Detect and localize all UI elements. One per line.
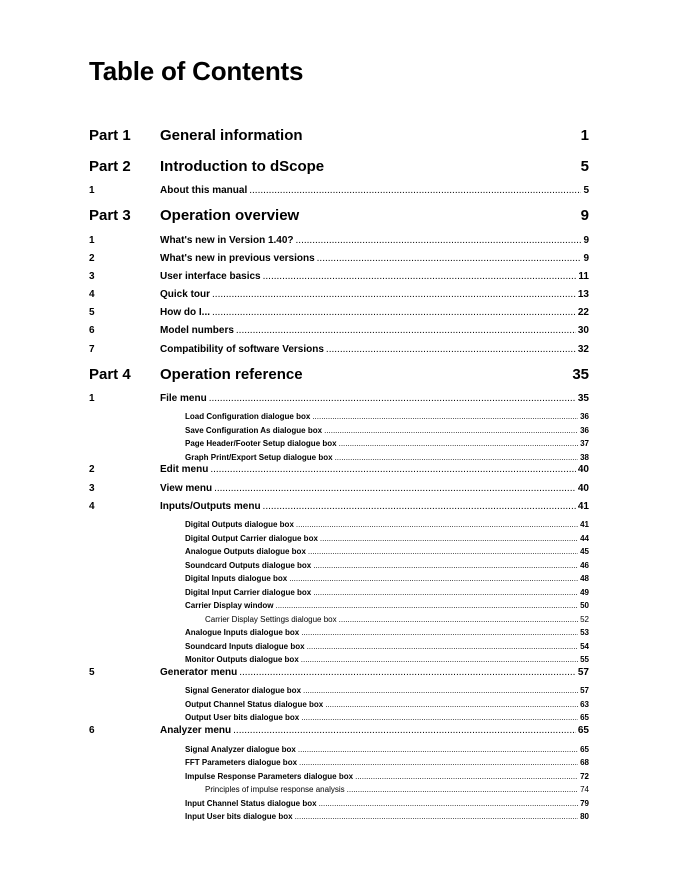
dot-leader (307, 642, 579, 651)
entry-page: 36 (580, 412, 589, 421)
entry-page: 32 (577, 344, 589, 355)
toc-entry[interactable] (160, 324, 589, 336)
entry-page: 79 (580, 799, 589, 808)
toc-subentry[interactable] (185, 531, 589, 543)
toc-subentry[interactable] (185, 423, 589, 435)
entry-number: 3 (89, 271, 95, 282)
entry-number: 6 (89, 725, 95, 736)
entry-page: 9 (583, 253, 589, 264)
entry-title: Principles of impulse response analysis (205, 785, 345, 794)
entry-title: Monitor Outputs dialogue box (185, 655, 299, 664)
dot-leader (239, 667, 576, 678)
dot-leader (275, 601, 578, 610)
part-heading[interactable] (89, 204, 589, 226)
entry-title: Load Configuration dialogue box (185, 412, 311, 421)
entry-page: 65 (580, 745, 589, 754)
part-label: Part 4 (89, 366, 131, 383)
dot-leader (295, 812, 579, 821)
dot-leader (317, 253, 582, 264)
entry-page: 40 (577, 464, 589, 475)
entry-page: 44 (580, 534, 589, 543)
dot-leader (236, 325, 576, 336)
part-page: 9 (580, 207, 589, 224)
entry-number: 4 (89, 501, 95, 512)
toc-entry[interactable] (160, 724, 589, 736)
entry-title: Digital Input Carrier dialogue box (185, 588, 312, 597)
entry-title: Inputs/Outputs menu (160, 501, 261, 512)
dot-leader (212, 307, 576, 318)
toc-subentry[interactable] (185, 796, 589, 808)
entry-title: Model numbers (160, 325, 234, 336)
dot-leader (249, 185, 581, 196)
dot-leader (325, 700, 578, 709)
dot-leader (347, 785, 578, 794)
dot-leader (301, 628, 578, 637)
part-title: Operation overview (160, 207, 300, 224)
toc-subentry[interactable] (185, 710, 589, 722)
toc-subentry[interactable] (185, 409, 589, 421)
part-title: Introduction to dScope (160, 158, 325, 175)
entry-title: View menu (160, 483, 213, 494)
entry-title: FFT Parameters dialogue box (185, 758, 298, 767)
entry-number: 1 (89, 393, 95, 404)
entry-page: 37 (580, 439, 589, 448)
entry-page: 50 (580, 601, 589, 610)
entry-title: What's new in Version 1.40? (160, 235, 294, 246)
entry-page: 36 (580, 426, 589, 435)
dot-leader (326, 344, 576, 355)
entry-title: Input Channel Status dialogue box (185, 799, 317, 808)
dot-leader (289, 574, 578, 583)
entry-page: 54 (580, 642, 589, 651)
dot-leader (320, 534, 578, 543)
part-heading[interactable] (89, 363, 589, 385)
dot-leader (233, 725, 576, 736)
entry-page: 57 (580, 686, 589, 695)
dot-leader (299, 758, 578, 767)
entry-title: Signal Analyzer dialogue box (185, 745, 296, 754)
entry-page: 40 (577, 483, 589, 494)
entry-title: Quick tour (160, 289, 211, 300)
toc-entry[interactable] (160, 482, 589, 494)
toc-entry[interactable] (160, 463, 589, 475)
entry-title: Output User bits dialogue box (185, 713, 300, 722)
entry-title: Carrier Display window (185, 601, 274, 610)
entry-number: 2 (89, 253, 95, 264)
entry-number: 2 (89, 464, 95, 475)
part-label: Part 1 (89, 127, 131, 144)
entry-title: Digital Output Carrier dialogue box (185, 534, 318, 543)
toc-subentry[interactable] (185, 742, 589, 754)
entry-page: 68 (580, 758, 589, 767)
dot-leader (339, 615, 578, 624)
part-heading[interactable] (89, 155, 589, 177)
entry-title: Digital Inputs dialogue box (185, 574, 288, 583)
toc-entry[interactable] (160, 252, 589, 264)
entry-title: Graph Print/Export Setup dialogue box (185, 453, 333, 462)
part-label: Part 2 (89, 158, 131, 175)
toc-subentry[interactable] (185, 450, 589, 462)
part-heading[interactable] (89, 124, 589, 146)
toc-subentry[interactable] (185, 652, 589, 664)
entry-page: 55 (580, 655, 589, 664)
toc-entry[interactable] (160, 234, 589, 246)
dot-leader (312, 412, 578, 421)
toc-subentry[interactable] (185, 598, 589, 610)
entry-page: 38 (580, 453, 589, 462)
entry-title: Signal Generator dialogue box (185, 686, 302, 695)
entry-title: Soundcard Inputs dialogue box (185, 642, 305, 651)
toc-subentry[interactable] (185, 683, 589, 695)
entry-number: 3 (89, 483, 95, 494)
toc-entry[interactable] (160, 270, 589, 282)
entry-number: 5 (89, 307, 95, 318)
entry-page: 41 (577, 501, 589, 512)
dot-leader (209, 393, 576, 404)
toc-subentry[interactable] (185, 585, 589, 597)
entry-title: Carrier Display Settings dialogue box (205, 615, 337, 624)
entry-page: 65 (577, 725, 589, 736)
toc-subsubentry[interactable] (205, 782, 589, 794)
dot-leader (301, 655, 578, 664)
entry-page: 22 (577, 307, 589, 318)
toc-subentry[interactable] (185, 544, 589, 556)
entry-page: 53 (580, 628, 589, 637)
entry-page: 48 (580, 574, 589, 583)
entry-number: 7 (89, 344, 95, 355)
dot-leader (298, 745, 578, 754)
entry-page: 49 (580, 588, 589, 597)
toc-entry[interactable] (160, 184, 589, 196)
entry-page: 30 (577, 325, 589, 336)
entry-title: Page Header/Footer Setup dialogue box (185, 439, 337, 448)
dot-leader (296, 520, 578, 529)
dot-leader (339, 439, 579, 448)
part-label: Part 3 (89, 207, 131, 224)
entry-page: 52 (580, 615, 589, 624)
entry-page: 5 (583, 185, 589, 196)
dot-leader (214, 483, 576, 494)
toc-entry[interactable] (160, 288, 589, 300)
entry-number: 1 (89, 185, 95, 196)
entry-title: How do I... (160, 307, 210, 318)
entry-title: Soundcard Outputs dialogue box (185, 561, 312, 570)
toc-entry[interactable] (160, 343, 589, 355)
part-page: 5 (580, 158, 589, 175)
entry-page: 80 (580, 812, 589, 821)
entry-page: 35 (577, 393, 589, 404)
part-page: 35 (572, 366, 589, 383)
entry-title: Compatibility of software Versions (160, 344, 324, 355)
entry-title: Analogue Outputs dialogue box (185, 547, 306, 556)
entry-number: 6 (89, 325, 95, 336)
toc-subentry[interactable] (185, 558, 589, 570)
entry-title: Output Channel Status dialogue box (185, 700, 324, 709)
entry-title: About this manual (160, 185, 248, 196)
dot-leader (303, 686, 578, 695)
entry-title: File menu (160, 393, 207, 404)
toc-entry[interactable] (160, 306, 589, 318)
dot-leader (308, 547, 578, 556)
toc-subentry[interactable] (185, 755, 589, 767)
entry-title: What's new in previous versions (160, 253, 315, 264)
entry-page: 45 (580, 547, 589, 556)
dot-leader (301, 713, 578, 722)
entry-title: Analyzer menu (160, 725, 232, 736)
entry-page: 74 (580, 785, 589, 794)
entry-title: Edit menu (160, 464, 209, 475)
page-title: Table of Contents (89, 56, 304, 86)
part-title: General information (160, 127, 303, 144)
entry-page: 65 (580, 713, 589, 722)
dot-leader (355, 772, 578, 781)
dot-leader (324, 426, 578, 435)
dot-leader (212, 289, 576, 300)
entry-page: 57 (577, 667, 589, 678)
toc-subentry[interactable] (185, 809, 589, 821)
dot-leader (313, 588, 578, 597)
entry-title: Generator menu (160, 667, 238, 678)
dot-leader (335, 453, 579, 462)
entry-number: 5 (89, 667, 95, 678)
entry-page: 9 (583, 235, 589, 246)
toc-subentry[interactable] (185, 436, 589, 448)
toc-entry[interactable] (160, 500, 589, 512)
entry-title: User interface basics (160, 271, 261, 282)
toc-subentry[interactable] (185, 625, 589, 637)
entry-number: 4 (89, 289, 95, 300)
entry-page: 46 (580, 561, 589, 570)
entry-title: Impulse Response Parameters dialogue box (185, 772, 354, 781)
dot-leader (263, 501, 576, 512)
entry-page: 72 (580, 772, 589, 781)
toc-subentry[interactable] (185, 639, 589, 651)
entry-number: 1 (89, 235, 95, 246)
entry-title: Analogue Inputs dialogue box (185, 628, 300, 637)
entry-page: 41 (580, 520, 589, 529)
entry-page: 11 (578, 271, 589, 282)
toc-subentry[interactable] (185, 769, 589, 781)
toc-subsubentry[interactable] (205, 612, 589, 624)
entry-page: 13 (577, 289, 589, 300)
part-title: Operation reference (160, 366, 303, 383)
dot-leader (313, 561, 578, 570)
dot-leader (319, 799, 579, 808)
dot-leader (263, 271, 577, 282)
entry-page: 63 (580, 700, 589, 709)
entry-title: Save Configuration As dialogue box (185, 426, 323, 435)
toc-subentry[interactable] (185, 517, 589, 529)
toc-entry[interactable] (160, 392, 589, 404)
entry-title: Input User bits dialogue box (185, 812, 293, 821)
dot-leader (210, 464, 576, 475)
toc-subentry[interactable] (185, 571, 589, 583)
entry-title: Digital Outputs dialogue box (185, 520, 294, 529)
toc-entry[interactable] (160, 666, 589, 678)
part-page: 1 (580, 127, 589, 144)
dot-leader (296, 235, 582, 246)
toc-subentry[interactable] (185, 697, 589, 709)
